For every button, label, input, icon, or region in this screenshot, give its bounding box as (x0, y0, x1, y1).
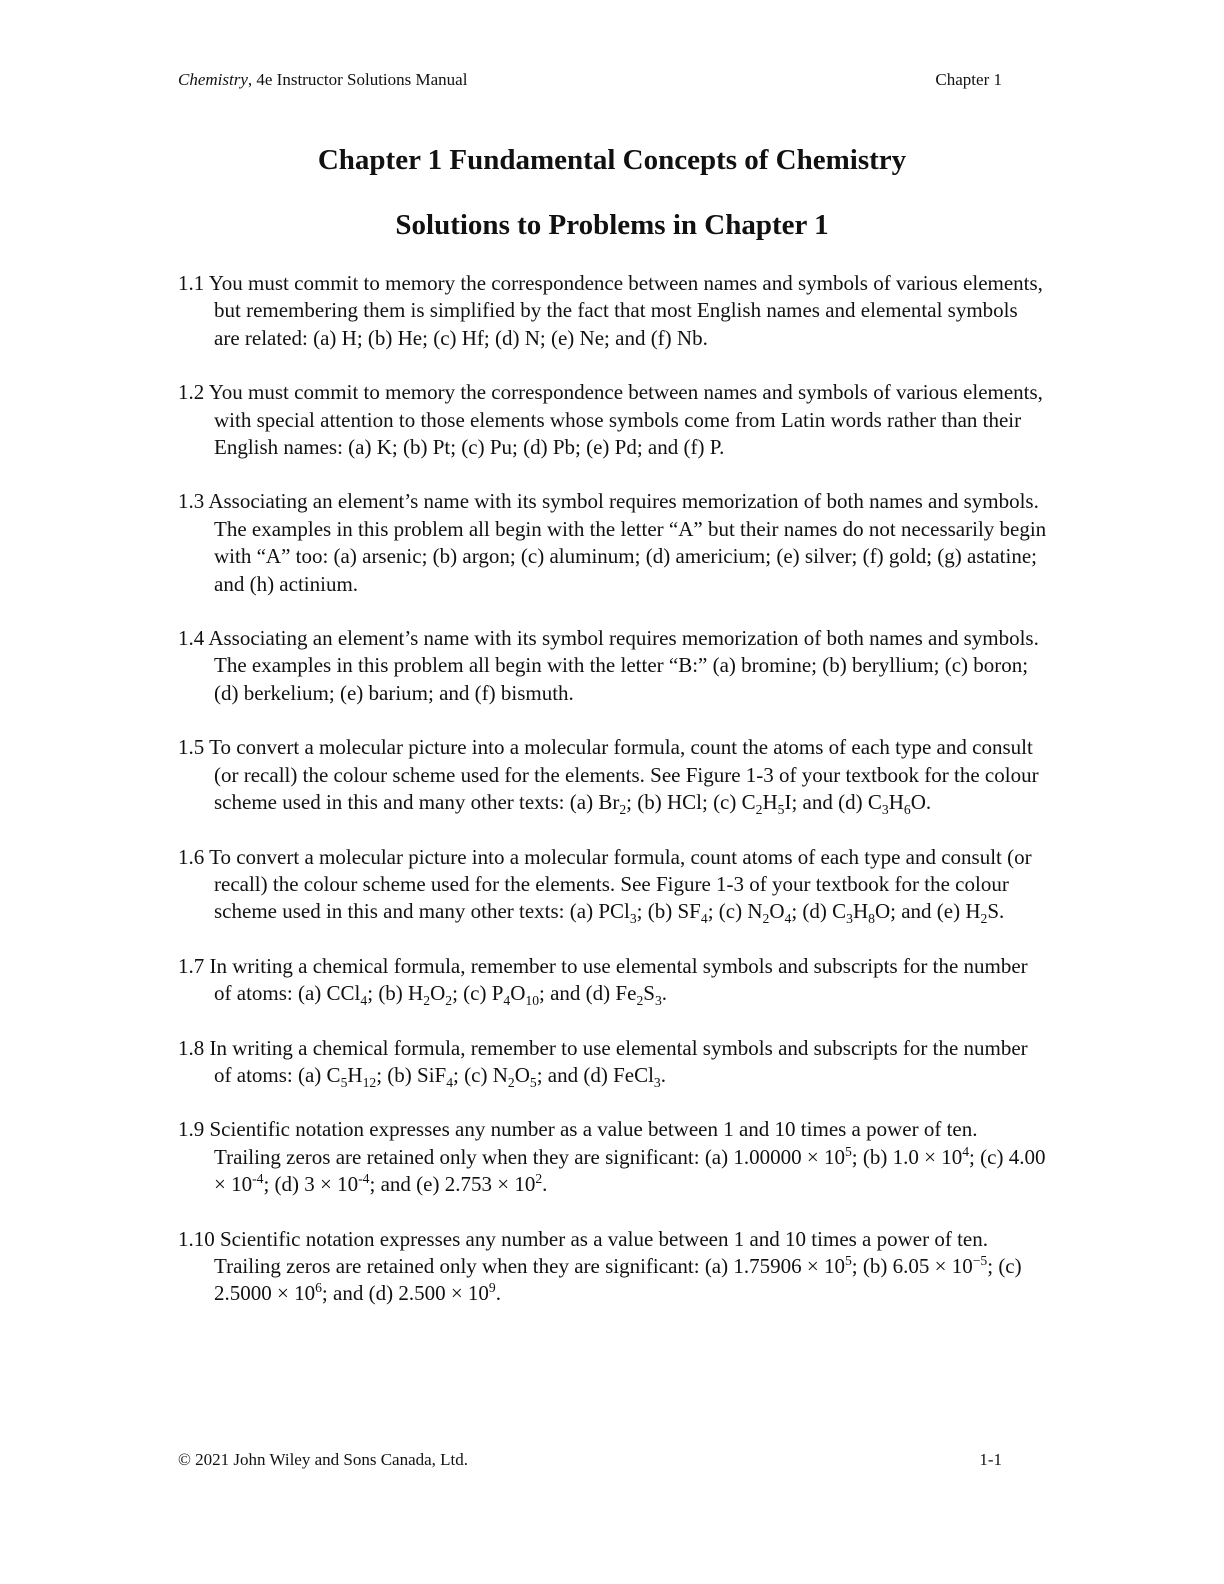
section-title: Solutions to Problems in Chapter 1 (395, 209, 829, 241)
problem-text: ; and (d) FeCl (536, 1062, 654, 1087)
problem-text: ; (b) SF (636, 899, 701, 924)
subscript: 4 (700, 911, 708, 927)
problem-item (178, 1035, 1048, 1090)
problem-text: ; (b) SiF (376, 1062, 447, 1087)
problem-text: ; and (e) 2.753 × 10 (369, 1172, 536, 1197)
subscript: 2 (507, 1075, 515, 1091)
subscript: 3 (629, 911, 637, 927)
problem-text: Associating an element’s name with its symbol requires memorization of both names and symbols. The examples in this problem all begin with the letter “B:” (a) bromine; (b) beryllium; (c) boron; (d) berkelium; (e) barium; and (f) bismuth. (208, 626, 1039, 705)
problem-text: Scientific notation expresses any number as a value between 1 and 10 times a power of ten. Trailing zeros are retained only when they are significant: (a) 1.75906 × 10 (214, 1226, 989, 1278)
problem-item (178, 1226, 1048, 1308)
superscript: 2 (535, 1171, 543, 1187)
superscript: 5 (844, 1143, 852, 1159)
problem-item (178, 488, 1048, 598)
header-book-info (178, 70, 467, 90)
problem-text: H (888, 790, 904, 815)
problem-text: ; and (d) 2.500 × 10 (321, 1281, 489, 1306)
page-header (178, 70, 1002, 90)
subscript: 5 (340, 1075, 348, 1091)
problem-text: . (542, 1172, 548, 1197)
problem-text: S (643, 981, 655, 1006)
problem-text: In writing a chemical formula, remember to use elemental symbols and subscripts for the number of atoms: (a) CCl (209, 953, 1028, 1006)
subscript: 2 (619, 802, 627, 818)
problem-text: You must commit to memory the correspondence between names and symbols of various elements, but remembering them is simplified by the fact that most English names and elemental symbols are related: (a) H; (b) He; (c) Hf; (d) N; (e) Ne; and (f) Nb. (208, 271, 1043, 350)
problem-text: O. (910, 790, 932, 815)
problem-text: O (769, 899, 785, 924)
problem-text: H (762, 790, 778, 815)
problem-text: O (514, 1062, 530, 1087)
problem-number: 1.3 (178, 489, 205, 514)
subscript: 3 (654, 993, 662, 1009)
page-footer (178, 1450, 1002, 1470)
subscript: 10 (525, 993, 540, 1009)
problem-text: ; (c) N (707, 899, 763, 924)
problem-text: H (852, 899, 869, 924)
subscript: 5 (529, 1075, 537, 1091)
footer-page-number: 1-1 (979, 1450, 1002, 1469)
superscript: -4 (358, 1171, 370, 1187)
problem-item (178, 625, 1048, 707)
problem-number: 1.4 (178, 626, 205, 651)
problem-text: O; and (e) H (874, 899, 981, 924)
subscript: 2 (423, 993, 431, 1009)
chapter-title: Chapter 1 Fundamental Concepts of Chemistry (317, 144, 907, 176)
problem-text: In writing a chemical formula, remember to use elemental symbols and subscripts for the number of atoms: (a) C (209, 1035, 1028, 1087)
problem-text: To convert a molecular picture into a molecular formula, count the atoms of each type and consult (or recall) the colour scheme used for the elements. See Figure 1-3 of your textbook for the colour scheme used in this and many other texts: (a) Br (209, 735, 1039, 815)
subscript: 2 (445, 993, 453, 1009)
subscript: 5 (777, 802, 785, 818)
header-book-subtitle: , 4e Instructor Solutions Manual (247, 70, 468, 89)
subscript: 3 (881, 802, 889, 818)
subscript: 2 (636, 993, 644, 1009)
subscript: 4 (784, 911, 792, 927)
problem-number: 1.1 (178, 271, 205, 295)
problem-number: 1.2 (178, 380, 205, 405)
problem-text: O (430, 981, 446, 1006)
problem-number: 1.7 (178, 953, 205, 978)
problem-text: ; (d) C (791, 899, 847, 924)
problem-text: S. (987, 899, 1005, 924)
problem-item (178, 379, 1048, 461)
problem-number: 1.10 (178, 1226, 215, 1251)
problem-item (178, 734, 1048, 816)
problem-number: 1.5 (178, 735, 205, 760)
problem-text: Associating an element’s name with its symbol requires memorization of both names and symbols. The examples in this problem all begin with the letter “A” but their names do not necessarily begin with “A” too: (a) arsenic; (b) argon; (c) aluminum; (d) americium; (e) silver; (f) gold; (g) astatine; and (h) actinium. (208, 489, 1047, 596)
problem-text: Scientific notation expresses any number as a value between 1 and 10 times a power of ten. Trailing zeros are retained only when they are significant: (a) 1.00000 × 10 (209, 1117, 978, 1169)
problem-item (178, 1116, 1048, 1198)
problem-text: ; (b) HCl; (c) C (626, 790, 756, 815)
problem-text: . (661, 981, 668, 1006)
problem-text: . (660, 1062, 666, 1087)
problem-text: ; (d) 3 × 10 (263, 1172, 359, 1197)
superscript: 4 (962, 1143, 970, 1159)
problem-number: 1.6 (178, 844, 205, 869)
subscript: 2 (762, 911, 770, 927)
problem-number: 1.9 (178, 1117, 205, 1142)
problem-item (178, 844, 1048, 926)
footer-copyright: © 2021 John Wiley and Sons Canada, Ltd. (178, 1450, 469, 1469)
problem-text: ; (c) 4.00 × 10 (214, 1144, 1046, 1197)
problem-text: H (347, 1062, 363, 1087)
problem-text: ; (c) 2.5000 × 10 (214, 1253, 1022, 1306)
subscript: 4 (503, 993, 511, 1009)
subscript: 2 (755, 802, 763, 818)
problem-text: I; and (d) C (784, 790, 882, 815)
problem-item (178, 270, 1048, 352)
problem-text: ; and (d) Fe (539, 981, 637, 1006)
problem-text: You must commit to memory the correspondence between names and symbols of various elements, with special attention to those elements whose symbols come from Latin words rather than their English names: (a) K; (b) Pt; (c) Pu; (d) Pb; (e) Pd; and (f) P. (208, 380, 1043, 460)
problem-text: ; (b) H (367, 981, 424, 1006)
problem-number: 1.8 (178, 1035, 205, 1060)
problem-text: To convert a molecular picture into a molecular formula, count atoms of each type and consult (or recall) the colour scheme used for the elements. See Figure 1-3 of your textbook for the colour scheme used in this and many other texts: (a) PCl (209, 844, 1032, 924)
subscript: 4 (360, 993, 368, 1009)
subscript: 8 (868, 911, 875, 927)
superscript: −5 (972, 1252, 988, 1268)
header-book-title: Chemistry (178, 70, 248, 89)
subscript: 4 (446, 1075, 454, 1091)
subscript: 12 (362, 1075, 377, 1091)
superscript: -4 (252, 1171, 264, 1187)
superscript: 5 (844, 1252, 852, 1268)
subscript: 6 (903, 802, 911, 818)
header-chapter: Chapter 1 (935, 70, 1002, 89)
problem-item (178, 953, 1048, 1008)
superscript: 9 (488, 1280, 496, 1296)
problem-text: ; (b) 6.05 × 10 (851, 1253, 973, 1278)
subscript: 2 (980, 911, 988, 927)
problem-text: ; (c) P (452, 981, 504, 1006)
subscript: 3 (846, 911, 853, 927)
subscript: 3 (653, 1075, 661, 1091)
problem-text: ; (c) N (453, 1062, 508, 1087)
problem-text: ; (b) 1.0 × 10 (851, 1144, 963, 1169)
problem-text: O (510, 981, 526, 1006)
problem-list (178, 270, 1048, 1335)
superscript: 6 (315, 1280, 322, 1296)
problem-text: . (495, 1281, 501, 1306)
